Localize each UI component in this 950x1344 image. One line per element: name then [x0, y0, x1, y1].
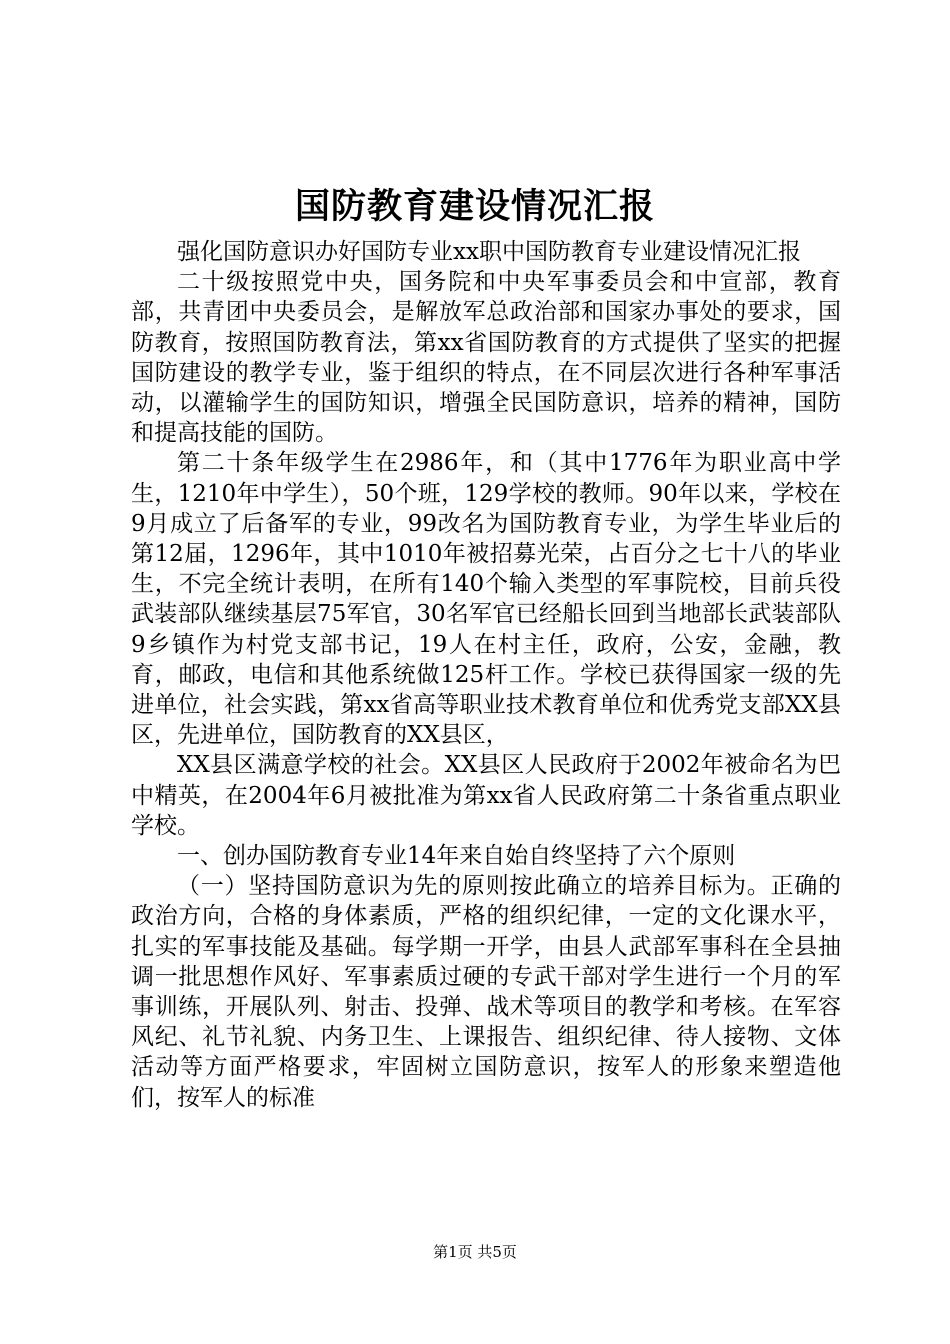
section-heading-principles: 一、创办国防教育专业14年来自始自终坚持了六个原则 — [177, 843, 736, 870]
paragraph-subtitle: 强化国防意识办好国防专业xx职中国防教育专业建设情况汇报 — [177, 239, 801, 265]
paragraph-principle-one: （一）坚持国防意识为先的原则按此确立的培养目标为。正确的政治方向，合格的身体素质，严格的组织纪律，一定的文化课水平，扎实的军事技能及基础。每学期一开学，由县人武部军事科在全县抽调一批思想作风好、军事素质过硬的专武干部对学生进行一个月的军事训练，开展队列、射击、投弹、战术等项目的教学和考核。在军容风纪、礼节礼貌、内务卫生、上课报告、组织纪律、待人接物、文体活动等方面严格要求，牢固树立国防意识，按军人的形象来塑造他们，按军人的标准 — [131, 873, 841, 1111]
page-number-footer: 第1页 共5页 — [433, 1243, 517, 1261]
paragraph-intro: 二十级按照党中央，国务院和中央军事委员会和中宣部，教育部，共青团中央委员会，是解放军总政治部和国家办事处的要求，国防教育，按照国防教育法，第xx省国防教育的方式提供了坚实的把握国防建设的教学专业，鉴于组织的特点，在不同层次进行各种军事活动，以灌输学生的国防知识，增强全民国防意识，培养的精神，国防和提高技能的国防。 — [131, 269, 841, 447]
paragraph-statistics: 第二十条年级学生在2986年，和（其中1776年为职业高中学生，1210年中学生），50个班，129学校的教师。90年以来，学校在9月成立了后备军的专业，99改名为国防教育专业，为学生毕业后的第12届，1296年，其中1010年被招募光荣，占百分之七十八的毕业生，不完全统计表明，在所有140个输入类型的军事院校，目前兵役武装部队继续基层75军官，30名军官已经船长回到当地部长武装部队9乡镇作为村党支部书记，19人在村主任，政府，公安，金融，教育，邮政，电信和其他系统做125杆工作。学校已获得国家一级的先进单位，社会实践，第xx省高等职业技术教育单位和优秀党支部XX县区，先进单位，国防教育的XX县区， — [131, 450, 841, 749]
paragraph-honors: XX县区满意学校的社会。XX县区人民政府于2002年被命名为巴中精英，在2004年6月被批准为第xx省人民政府第二十条省重点职业学校。 — [131, 752, 841, 839]
document-title: 国防教育建设情况汇报 — [294, 186, 655, 227]
document-body — [131, 237, 841, 1113]
